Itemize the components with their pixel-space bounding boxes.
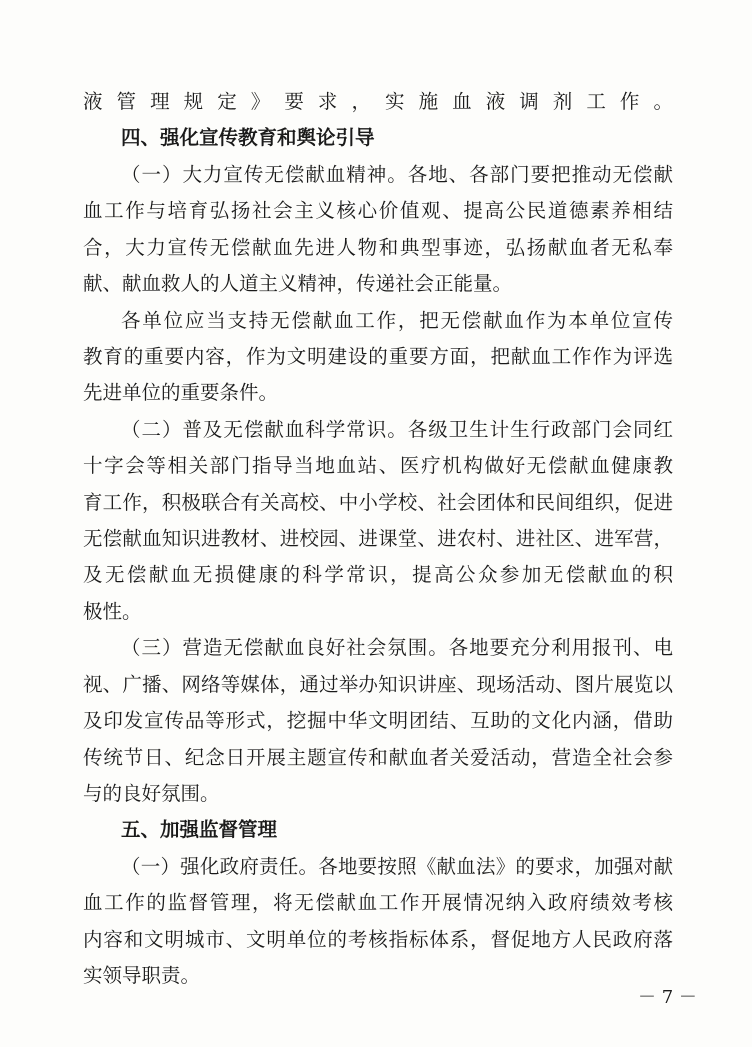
text-line: 献、献血救人的人道主义精神，传递社会正能量。 bbox=[83, 272, 513, 295]
text-line: 先进单位的重要条件。 bbox=[83, 381, 279, 404]
subheading-line: （一）大力宣传无偿献血精神。各地、各部门要把推动无偿献 bbox=[121, 163, 673, 186]
text-line: 实领导职责。 bbox=[83, 964, 201, 987]
text-line: 内容和文明城市、文明单位的考核指标体系，督促地方人民政府落 bbox=[83, 928, 673, 951]
text-line: 视、广播、网络等媒体，通过举办知识讲座、现场活动、图片展览以 bbox=[83, 673, 673, 696]
text-line: 极性。 bbox=[83, 600, 142, 623]
subheading-line: （二）普及无偿献血科学常识。各级卫生计生行政部门会同红 bbox=[121, 418, 673, 441]
text-line: 十字会等相关部门指导当地血站、医疗机构做好无偿献血健康教 bbox=[83, 454, 673, 477]
text-line: 液管理规定》要求，实施血液调剂工作。 bbox=[83, 90, 673, 113]
text-line: 及印发宣传品等形式，挖掘中华文明团结、互助的文化内涵，借助 bbox=[83, 709, 673, 732]
text-line: 无偿献血知识进教材、进校园、进课堂、进农村、进社区、进军营， bbox=[83, 527, 673, 550]
section-heading-4: 四、强化宣传教育和舆论引导 bbox=[121, 126, 375, 149]
text-line: 教育的重要内容，作为文明建设的重要方面，把献血工作作为评选 bbox=[83, 345, 673, 368]
subheading-line: （一）强化政府责任。各地要按照《献血法》的要求，加强对献 bbox=[121, 855, 673, 878]
text-line: 育工作，积极联合有关高校、中小学校、社会团体和民间组织，促进 bbox=[83, 491, 673, 514]
text-line: 与的良好氛围。 bbox=[83, 782, 220, 805]
text-line: 及无偿献血无损健康的科学常识，提高公众参加无偿献血的积 bbox=[83, 563, 673, 586]
page-number: － 7 － bbox=[638, 987, 697, 1008]
text-line: 合，大力宣传无偿献血先进人物和典型事迹，弘扬献血者无私奉 bbox=[83, 236, 673, 259]
text-line: 传统节日、纪念日开展主题宣传和献血者关爱活动，营造全社会参 bbox=[83, 746, 673, 769]
section-heading-5: 五、加强监督管理 bbox=[121, 818, 278, 841]
text-line: 血工作的监督管理，将无偿献血工作开展情况纳入政府绩效考核 bbox=[83, 891, 673, 914]
subheading-line: （三）营造无偿献血良好社会氛围。各地要充分利用报刊、电 bbox=[121, 636, 673, 659]
text-line: 各单位应当支持无偿献血工作，把无偿献血作为本单位宣传 bbox=[121, 309, 673, 332]
text-line: 血工作与培育弘扬社会主义核心价值观、提高公民道德素养相结 bbox=[83, 199, 673, 222]
